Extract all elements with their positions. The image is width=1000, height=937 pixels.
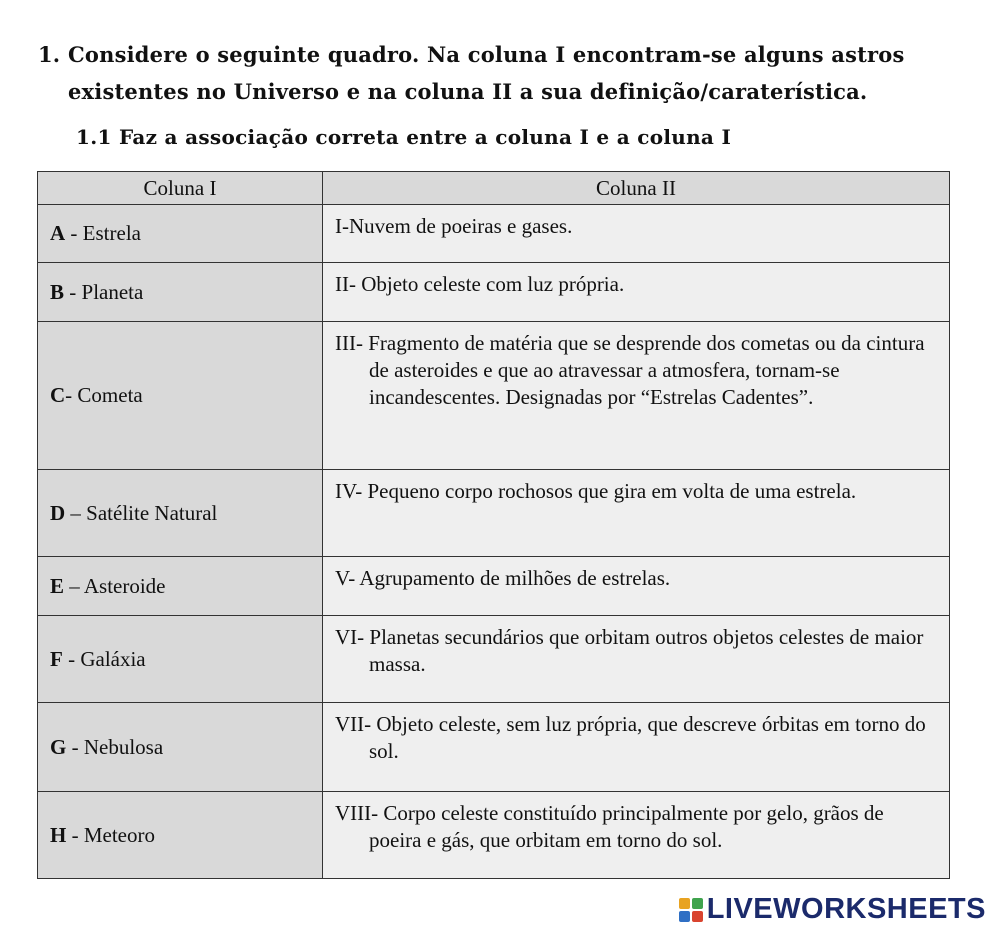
astro-letter: C: [50, 383, 66, 407]
astro-name: Nebulosa: [83, 734, 164, 759]
astro-separator: -: [66, 822, 84, 847]
astro-cell: [38, 703, 323, 792]
astro-separator: –: [65, 500, 87, 525]
table-row: [38, 205, 950, 263]
astro-cell: [38, 557, 323, 616]
astro-cell: [38, 322, 323, 470]
astro-cell: [38, 470, 323, 557]
astro-separator: -: [66, 734, 84, 759]
definition-text: VI- Planetas secundários que orbitam outros objetos celestes de maior massa.: [335, 625, 924, 676]
astro-name: Satélite Natural: [86, 500, 218, 525]
definition-text: II- Objeto celeste com luz própria.: [335, 272, 625, 296]
question-1: [38, 36, 968, 110]
astro-letter: B: [50, 279, 65, 304]
table-row: [38, 470, 950, 557]
astro-name: Asteroide: [83, 573, 166, 598]
question-number: 1.: [38, 42, 61, 67]
table-row: [38, 703, 950, 792]
question-line-2: existentes no Universo e na coluna II a sua definição/caraterística.: [68, 79, 868, 104]
logo-text: LIVEWORKSHEETS: [706, 893, 986, 925]
astro-name: Estrela: [82, 221, 141, 245]
astro-cell: [38, 616, 323, 703]
astro-name: Cometa: [77, 383, 143, 407]
liveworksheets-logo[interactable]: [679, 893, 986, 926]
liveworksheets-logo-icon: [679, 898, 703, 922]
astro-cell: [38, 792, 323, 879]
astro-separator: -: [64, 279, 82, 304]
definition-text: V- Agrupamento de milhões de estrelas.: [335, 566, 671, 590]
table-header-row: [38, 172, 950, 205]
table-row: [38, 263, 950, 322]
definition-cell: [323, 703, 950, 792]
definition-text: VIII- Corpo celeste constituído principalmente por gelo, grãos de poeira e gás, que orbitam em torno do sol.: [335, 801, 884, 852]
astro-letter: G: [50, 734, 67, 759]
astro-name: Meteoro: [83, 822, 155, 847]
astro-letter: E: [50, 573, 65, 598]
question-line-1: Considere o seguinte quadro. Na coluna I encontram-se alguns astros: [68, 42, 905, 67]
astro-separator: -: [65, 221, 83, 245]
association-table: [37, 171, 950, 879]
table-row: [38, 616, 950, 703]
astro-separator: -: [65, 383, 78, 407]
definition-text: I-Nuvem de poeiras e gases.: [335, 214, 573, 238]
definition-text: VII- Objeto celeste, sem luz própria, que descreve órbitas em torno do sol.: [335, 712, 926, 763]
definition-cell: [323, 792, 950, 879]
table-row: [38, 557, 950, 616]
definition-cell: [323, 263, 950, 322]
definition-cell: [323, 470, 950, 557]
astro-cell: [38, 263, 323, 322]
table-row: [38, 792, 950, 879]
subquestion-1-1: 1.1 Faz a associação correta entre a coluna I e a coluna I: [76, 125, 732, 149]
definition-cell: [323, 616, 950, 703]
definition-text: III- Fragmento de matéria que se desprende dos cometas ou da cintura de asteroides e que ao atravessar a atmosfera, tornam-se incandescentes. Designadas por “Estrelas Cadentes”.: [335, 331, 925, 409]
astro-name: Planeta: [81, 279, 144, 304]
astro-name: Galáxia: [80, 646, 146, 671]
header-coluna-2: Coluna II: [323, 172, 950, 205]
definition-cell: [323, 557, 950, 616]
astro-letter: D: [50, 500, 66, 525]
definition-text: IV- Pequeno corpo rochosos que gira em volta de uma estrela.: [335, 479, 857, 503]
table-row: [38, 322, 950, 470]
astro-separator: -: [62, 646, 81, 671]
astro-letter: A: [50, 221, 66, 245]
definition-cell: [323, 205, 950, 263]
definition-cell: [323, 322, 950, 470]
astro-separator: –: [64, 573, 84, 598]
astro-cell: [38, 205, 323, 263]
header-coluna-1: Coluna I: [38, 172, 323, 205]
astro-letter: H: [50, 822, 67, 847]
astro-letter: F: [50, 646, 63, 671]
